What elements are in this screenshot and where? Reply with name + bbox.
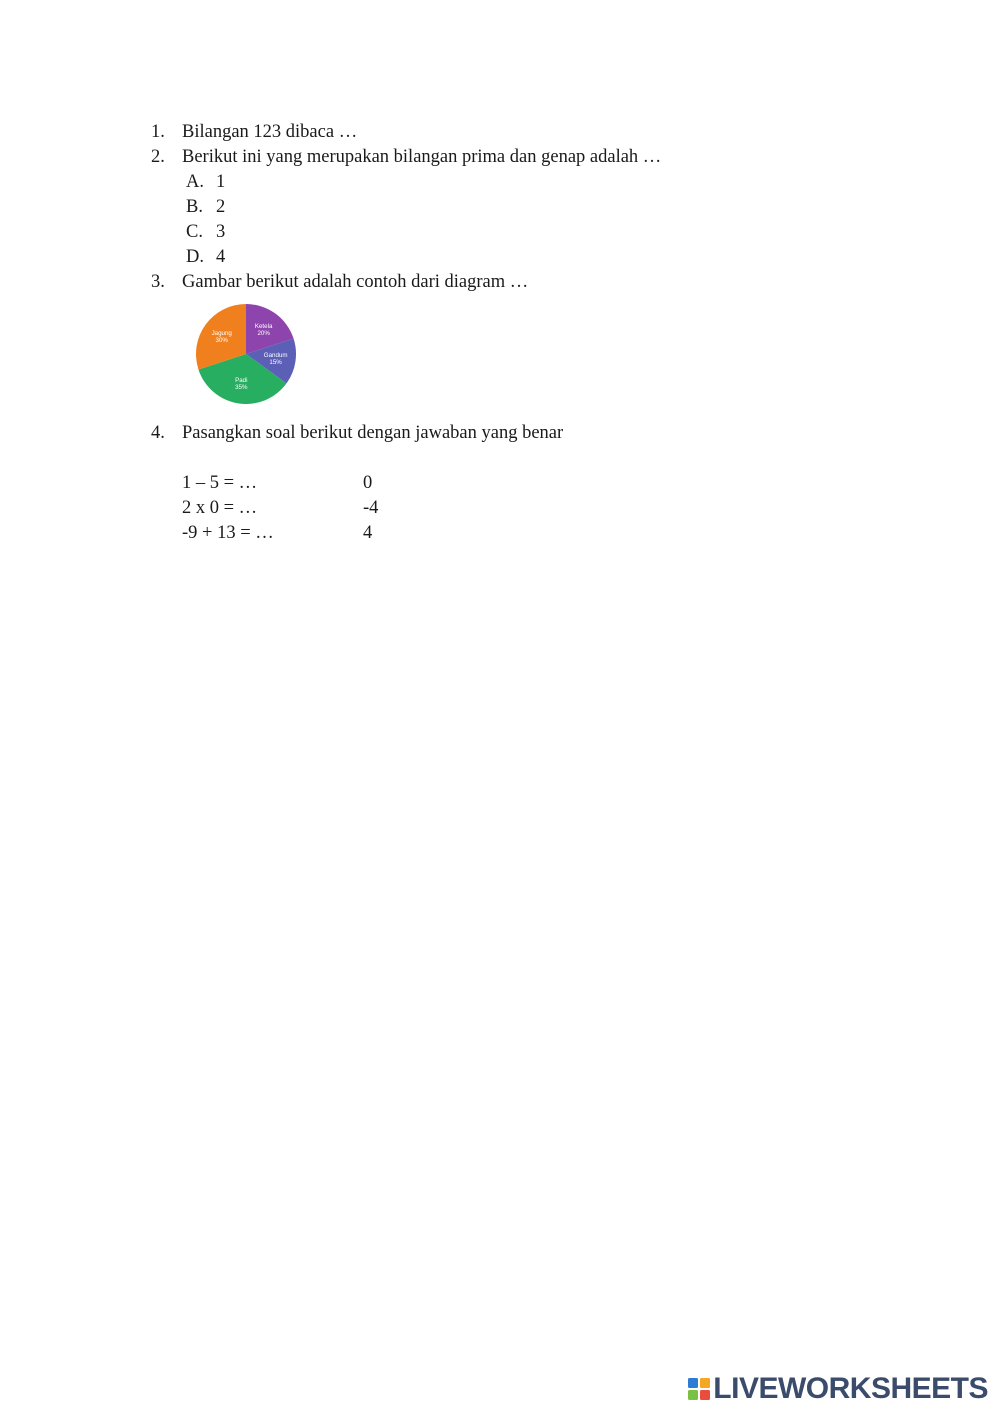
question-2-text: Berikut ini yang merupakan bilangan prima dan genap adalah … (182, 147, 662, 167)
option-a-letter: A. (186, 172, 204, 192)
matching-question-3: -9 + 13 = … (182, 523, 274, 543)
liveworksheets-logo (688, 1372, 988, 1406)
brand-name: LIVEWORKSHEETS (713, 1372, 988, 1405)
pie-value-ketela: 20% (257, 330, 270, 338)
question-3-number: 3. (151, 272, 165, 292)
pie-label-padi: Padi (235, 377, 248, 385)
pie-label-ketela: Ketela (254, 323, 273, 331)
matching-answer-3: 4 (363, 523, 373, 543)
matching-question-1: 1 – 5 = … (182, 473, 258, 493)
option-d-value: 4 (216, 247, 226, 267)
matching-question-2: 2 x 0 = … (182, 498, 258, 518)
pie-value-jagung: 30% (215, 336, 228, 344)
option-b-letter: B. (186, 197, 203, 217)
pie-value-gandum: 15% (269, 359, 282, 367)
question-1-text: Bilangan 123 dibaca … (182, 122, 358, 142)
pie-label-gandum: Gandum (263, 352, 288, 360)
option-d-letter: D. (186, 247, 204, 267)
liveworksheets-logo-icon (688, 1378, 710, 1400)
option-c-letter: C. (186, 222, 203, 242)
question-3-text: Gambar berikut adalah contoh dari diagram … (182, 272, 529, 292)
question-1-number: 1. (151, 122, 165, 142)
option-a-value: 1 (216, 172, 226, 192)
option-c-value: 3 (216, 222, 226, 242)
question-4-text: Pasangkan soal berikut dengan jawaban yang benar (182, 423, 564, 443)
pie-value-padi: 35% (235, 384, 248, 392)
option-b-value: 2 (216, 197, 226, 217)
question-2-number: 2. (151, 147, 165, 167)
matching-answer-1: 0 (363, 473, 373, 493)
matching-answer-2: -4 (363, 498, 379, 518)
pie-label-jagung: Jagung (211, 329, 232, 337)
pie-chart (194, 302, 298, 406)
question-4-number: 4. (151, 423, 165, 443)
